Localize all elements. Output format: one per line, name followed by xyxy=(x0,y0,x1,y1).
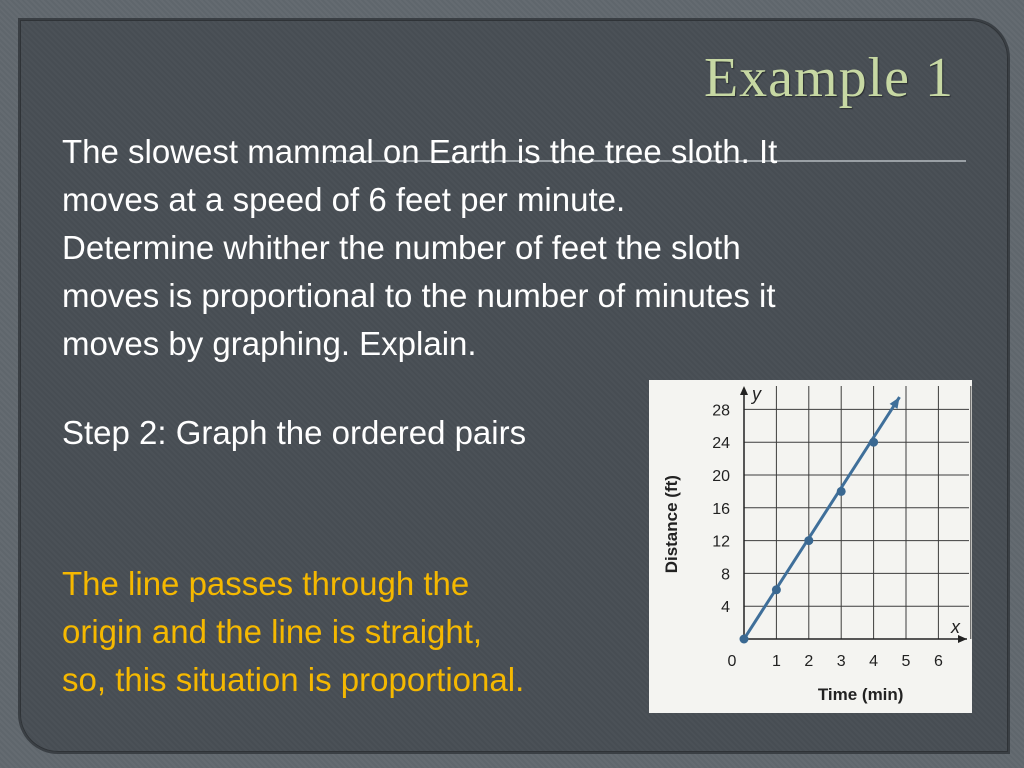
slide-title: Example 1 xyxy=(703,47,954,109)
data-point xyxy=(740,635,749,644)
data-point xyxy=(804,536,813,545)
problem-line: Determine whither the number of feet the sloth xyxy=(62,229,741,266)
problem-line: moves is proportional to the number of minutes it xyxy=(62,277,776,314)
y-tick-label: 28 xyxy=(712,402,730,420)
x-axis-title: Time (min) xyxy=(817,685,904,704)
y-tick-label: 4 xyxy=(721,599,730,617)
y-axis-title: Distance (ft) xyxy=(662,475,681,574)
x-tick-label: 3 xyxy=(836,653,846,670)
data-point xyxy=(837,487,846,496)
problem-line: The slowest mammal on Earth is the tree sloth. It xyxy=(62,133,778,170)
conclusion-line: origin and the line is straight, xyxy=(62,613,483,650)
conclusion-line: so, this situation is proportional. xyxy=(62,661,525,698)
problem-line: moves at a speed of 6 feet per minute. xyxy=(62,181,626,218)
distance-time-chart xyxy=(649,380,972,713)
x-axis-letter: x xyxy=(951,617,960,637)
x-tick-label: 5 xyxy=(901,653,911,670)
chart-svg xyxy=(649,380,972,713)
x-tick-label: 1 xyxy=(771,653,781,670)
y-axis-letter: y xyxy=(752,384,761,404)
step-label: Step 2: Graph the ordered pairs xyxy=(62,414,527,451)
problem-line: moves by graphing. Explain. xyxy=(62,325,477,362)
y-tick-label: 20 xyxy=(712,468,730,485)
conclusion-line: The line passes through the xyxy=(62,565,470,602)
y-tick-label: 24 xyxy=(712,435,730,453)
y-tick-label: 16 xyxy=(712,500,730,518)
data-point xyxy=(772,585,781,594)
x-tick-label: 0 xyxy=(727,653,737,670)
conclusion-text xyxy=(62,560,524,704)
problem-statement xyxy=(62,128,972,368)
y-tick-label: 12 xyxy=(712,533,730,551)
x-tick-label: 4 xyxy=(869,653,879,670)
x-tick-label: 6 xyxy=(933,653,943,670)
x-tick-label: 2 xyxy=(804,653,814,670)
y-tick-label: 8 xyxy=(721,566,730,584)
data-point xyxy=(869,438,878,447)
